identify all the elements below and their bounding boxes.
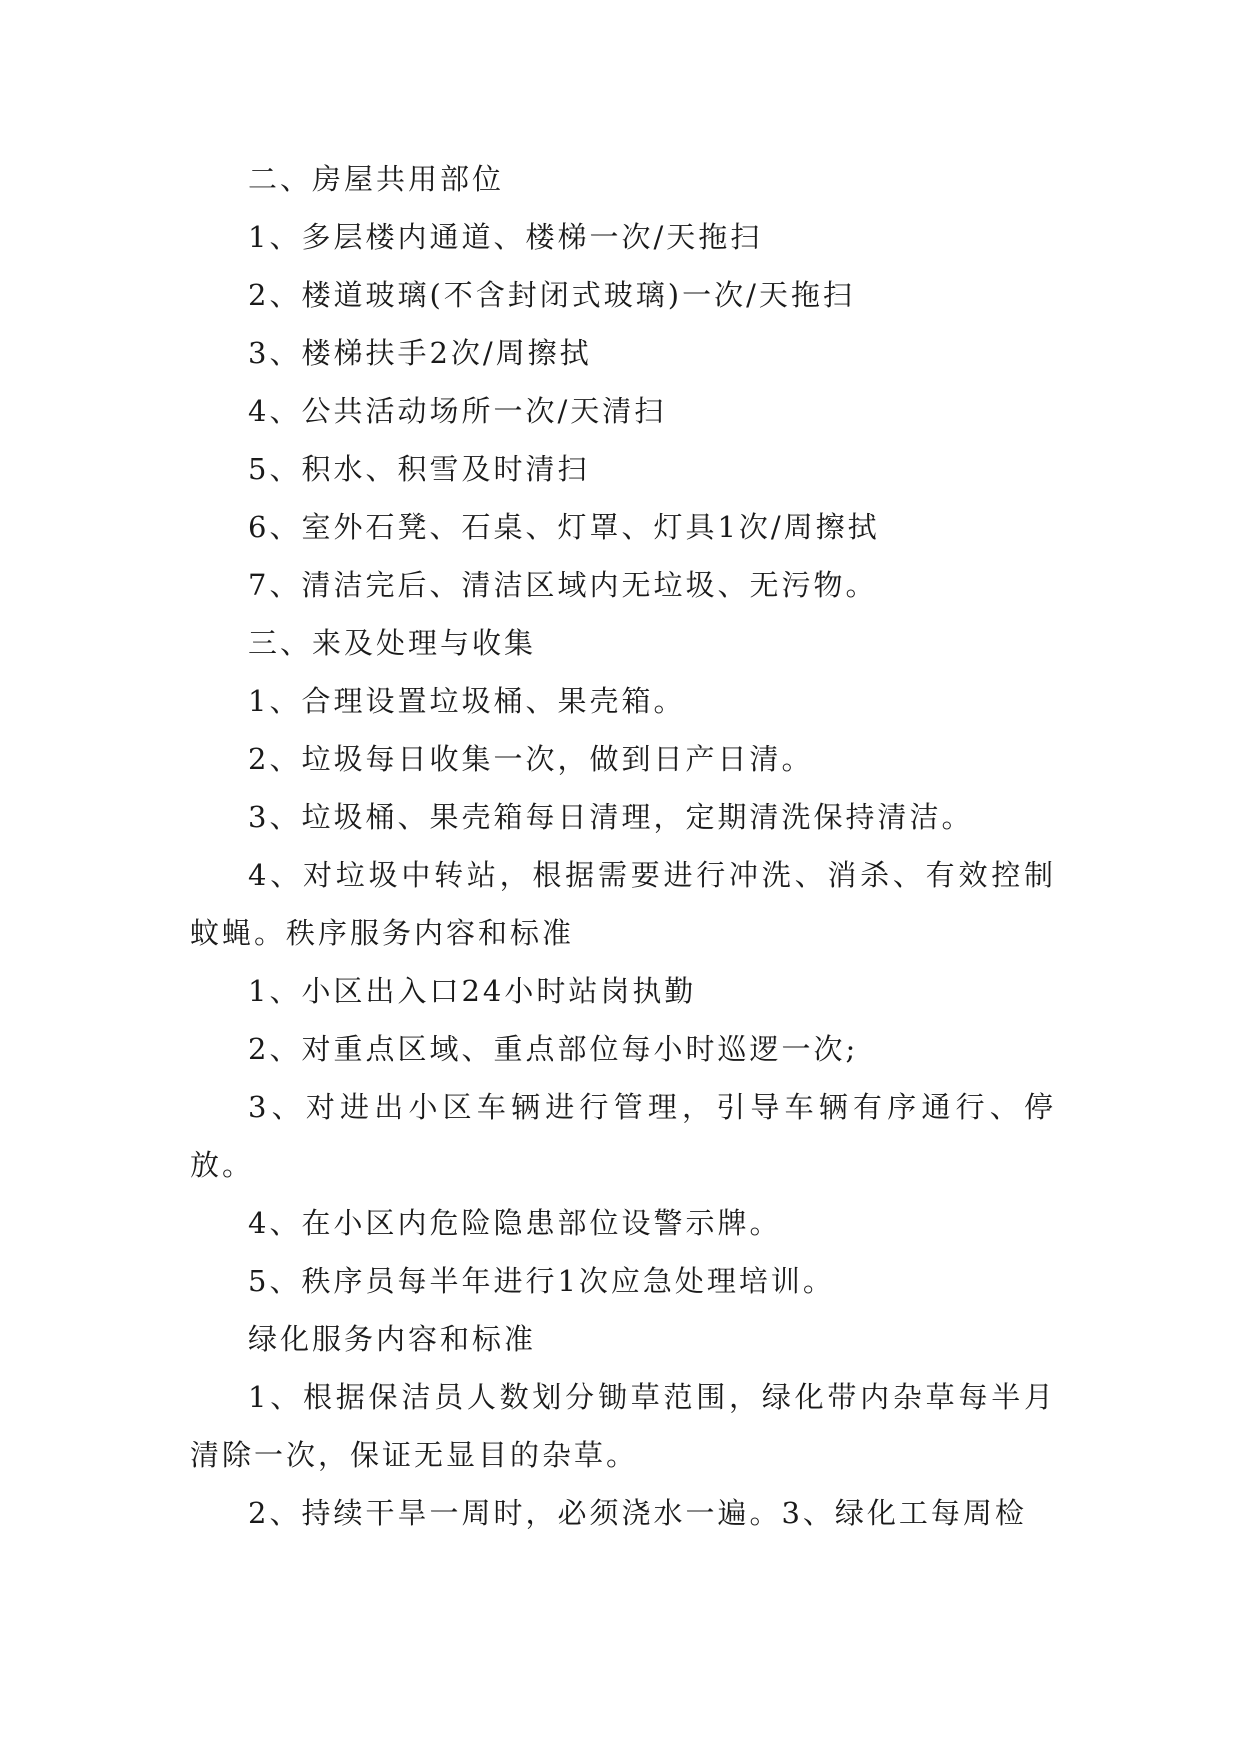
list-item: 3、垃圾桶、果壳箱每日清理，定期清洗保持清洁。 [248, 800, 974, 834]
list-item: 4、公共活动场所一次/天清扫 [248, 394, 667, 428]
list-item: 4、对垃圾中转站，根据需要进行冲洗、消杀、有效控制蚊蝇。秩序服务内容和标准 [190, 858, 1056, 950]
list-item: 5、秩序员每半年进行1次应急处理培训。 [248, 1264, 835, 1298]
list-item: 2、垃圾每日收集一次，做到日产日清。 [248, 742, 814, 776]
document-body [190, 150, 1056, 1542]
section-heading-garbage: 三、来及处理与收集 [248, 626, 537, 660]
section-heading-greening: 绿化服务内容和标准 [248, 1322, 537, 1356]
list-item: 2、楼道玻璃(不含封闭式玻璃)一次/天拖扫 [248, 278, 855, 312]
list-item: 7、清洁完后、清洁区域内无垃圾、无污物。 [248, 568, 878, 602]
list-item: 2、持续干旱一周时，必须浇水一遍。3、绿化工每周检 [248, 1496, 1027, 1530]
list-item: 4、在小区内危险隐患部位设警示牌。 [248, 1206, 782, 1240]
list-item: 1、合理设置垃圾桶、果壳箱。 [248, 684, 686, 718]
list-item: 3、楼梯扶手2次/周擦拭 [248, 336, 592, 370]
list-item: 1、小区出入口24小时站岗执勤 [248, 974, 697, 1008]
list-item: 5、积水、积雪及时清扫 [248, 452, 590, 486]
list-item: 6、室外石凳、石桌、灯罩、灯具1次/周擦拭 [248, 510, 880, 544]
list-item: 2、对重点区域、重点部位每小时巡逻一次; [248, 1032, 859, 1066]
list-item: 1、多层楼内通道、楼梯一次/天拖扫 [248, 220, 763, 254]
list-item: 1、根据保洁员人数划分锄草范围，绿化带内杂草每半月清除一次，保证无显目的杂草。 [190, 1380, 1056, 1472]
list-item: 3、对进出小区车辆进行管理，引导车辆有序通行、停放。 [190, 1090, 1056, 1182]
section-heading-shared-parts: 二、房屋共用部位 [248, 162, 505, 196]
